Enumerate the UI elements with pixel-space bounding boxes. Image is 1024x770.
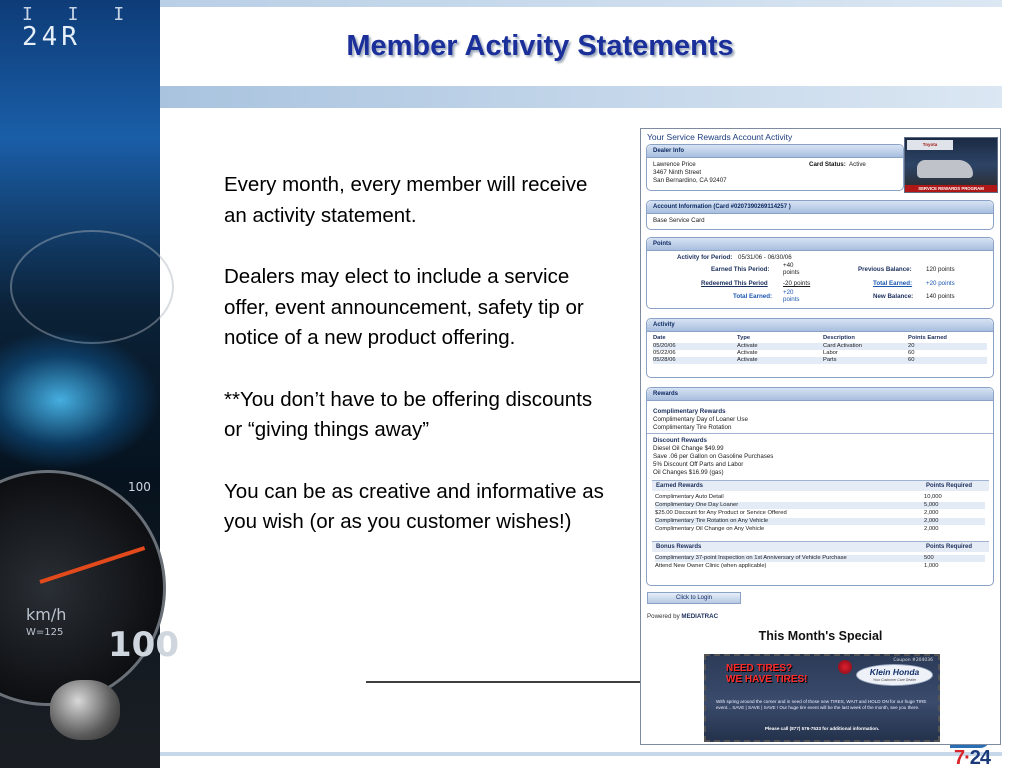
paragraph: **You don’t have to be offering discounts or “giving things away” xyxy=(224,387,593,441)
mediatrac-logo: MEDIATRAC xyxy=(681,613,719,620)
previous-balance-value: 120 points xyxy=(926,266,955,273)
paragraph: Every month, every member will receive an activity statement. xyxy=(224,173,588,227)
coupon-headline: NEED TIRES? WE HAVE TIRES! xyxy=(726,663,808,685)
reward-item: Diesel Oil Change $49.99 xyxy=(653,445,724,452)
dial-unit: km/h xyxy=(26,605,67,624)
top-band xyxy=(160,0,1002,7)
section-header: Dealer Info xyxy=(647,145,903,158)
dealer-street: 3467 Ninth Street xyxy=(653,169,702,176)
table-row: Complimentary Auto Detail 10,000 xyxy=(655,494,942,500)
section-header: Account Information (Card #0207390269114257 ) xyxy=(647,201,993,214)
redeemed-label: Redeemed This Period xyxy=(701,280,768,287)
section-header: Points xyxy=(647,238,993,251)
complimentary-title: Complimentary Rewards xyxy=(653,408,726,415)
dealer-info-section xyxy=(646,144,904,191)
pointer-arrow-icon xyxy=(366,676,678,688)
statement-title: Your Service Rewards Account Activity xyxy=(647,132,793,142)
dial-subunit: W=125 xyxy=(26,627,64,638)
blue-glow xyxy=(0,330,160,470)
rose-icon xyxy=(838,660,852,674)
total-earned-label: Total Earned: xyxy=(733,293,773,300)
period-value: 05/31/06 - 06/30/06 xyxy=(738,254,792,261)
special-title: This Month's Special xyxy=(758,629,883,643)
slide-title: Member Activity Statements xyxy=(346,30,734,62)
table-row: Complimentary One Day Loaner 5,000 xyxy=(655,502,985,509)
corner-logo-text: 7·24 xyxy=(954,747,991,769)
reward-item: Oil Changes $16.99 (gas) xyxy=(653,469,724,476)
dashboard-side-panel xyxy=(0,0,179,768)
table-row: 05/20/06 Activate Card Activation 20 xyxy=(653,343,987,350)
login-button[interactable]: Click to Login xyxy=(647,592,741,604)
paragraph: Dealers may elect to include a service offer, event announcement, safety tip or notice of a new product offering. xyxy=(224,265,584,349)
bonus-rewards-header: Bonus Rewards Points Required xyxy=(652,541,989,552)
dial-number-large: 100 xyxy=(108,625,179,665)
bottom-band xyxy=(160,752,1002,756)
divider xyxy=(647,433,993,434)
gauge-ring xyxy=(10,230,174,344)
activity-statement xyxy=(640,128,1001,745)
coupon[interactable] xyxy=(704,654,940,742)
new-balance-label: New Balance: xyxy=(873,293,914,300)
header-band xyxy=(160,86,1002,108)
new-balance-value: 140 points xyxy=(926,293,955,300)
dealer-logo: Klein Honda Your Customer Care Dealer xyxy=(856,664,933,686)
program-banner: SERVICE REWARDS PROGRAM xyxy=(905,185,997,192)
section-header: Rewards xyxy=(647,388,993,401)
dealer-city: San Bernardino, CA 92407 xyxy=(653,177,727,184)
activity-section xyxy=(646,318,994,378)
brand-logo xyxy=(22,6,136,50)
speedometer-dial xyxy=(0,470,166,706)
rewards-section xyxy=(646,387,994,586)
dealer-name: Lawrence Price xyxy=(653,161,696,168)
total-earned-value-2: +20 points xyxy=(926,280,955,287)
table-row: Complimentary 37-point Inspection on 1st Anniversary of Vehicle Purchase 500 xyxy=(655,555,985,562)
table-header: Date Type Description Points Earned xyxy=(653,335,947,341)
period-label: Activity for Period: xyxy=(677,254,733,261)
reward-item: Complimentary Tire Rotation xyxy=(653,424,732,431)
redeemed-value: -20 points xyxy=(783,280,811,287)
earned-value: +40 xyxy=(783,262,794,269)
body-text xyxy=(224,170,608,569)
dial-number: 100 xyxy=(128,480,151,494)
account-info-section xyxy=(646,200,994,230)
table-row: 05/22/06 Activate Labor 60 xyxy=(653,350,915,356)
table-row: Complimentary Oil Change on Any Vehicle 2,000 xyxy=(655,526,939,532)
earned-label: Earned This Period: xyxy=(711,266,770,273)
total-earned-unit: points xyxy=(783,296,800,303)
total-earned-label-2: Total Earned: xyxy=(873,280,913,287)
points-section xyxy=(646,237,994,309)
powered-by: Powered by MEDIATRAC xyxy=(647,613,719,620)
discount-title: Discount Rewards xyxy=(653,437,707,444)
table-row: Complimentary Tire Rotation on Any Vehicle 2,000 xyxy=(655,518,985,525)
brand-badge: Toyota xyxy=(907,140,953,150)
earned-unit: points xyxy=(783,269,800,276)
paragraph: You can be as creative and informative as you wish (or as you customer wishes!) xyxy=(224,479,604,533)
table-row: Attend New Owner Clinic (when applicable) 1,000 xyxy=(655,563,939,569)
dealer-image xyxy=(904,137,998,193)
coupon-call: Please call (877) 576-7533 for additional information. xyxy=(764,726,880,731)
earned-rewards-header: Earned Rewards Points Required xyxy=(652,480,989,491)
coupon-description: With spring around the corner and in need of those new TIRES, WAIT and HOLD ON for our huge TIRE event... SAVE | SAVE | SAVE ! Our huge tire event will be the last week of the month, see you there. xyxy=(716,699,927,710)
logo-bars: I I I xyxy=(22,4,137,25)
section-header: Activity xyxy=(647,319,993,332)
coupon-number: Coupon #204036 xyxy=(893,658,933,663)
card-status-value: Active xyxy=(849,161,866,168)
table-row: $25.00 Discount for Any Product or Service Offered 2,000 xyxy=(655,510,939,516)
reward-item: 5% Discount Off Parts and Labor xyxy=(653,461,744,468)
gear-knob xyxy=(50,680,120,740)
total-earned-value: +20 xyxy=(783,289,794,296)
reward-item: Complimentary Day of Loaner Use xyxy=(653,416,748,423)
car-image xyxy=(917,160,973,178)
table-row: 05/28/06 Activate Parts 60 xyxy=(653,357,987,364)
logo-text: 24R xyxy=(22,22,81,52)
card-type: Base Service Card xyxy=(653,217,705,224)
card-status-label: Card Status: xyxy=(809,161,846,168)
previous-balance-label: Previous Balance: xyxy=(858,266,912,273)
reward-item: Save .06 per Gallon on Gasoline Purchases xyxy=(653,453,774,460)
